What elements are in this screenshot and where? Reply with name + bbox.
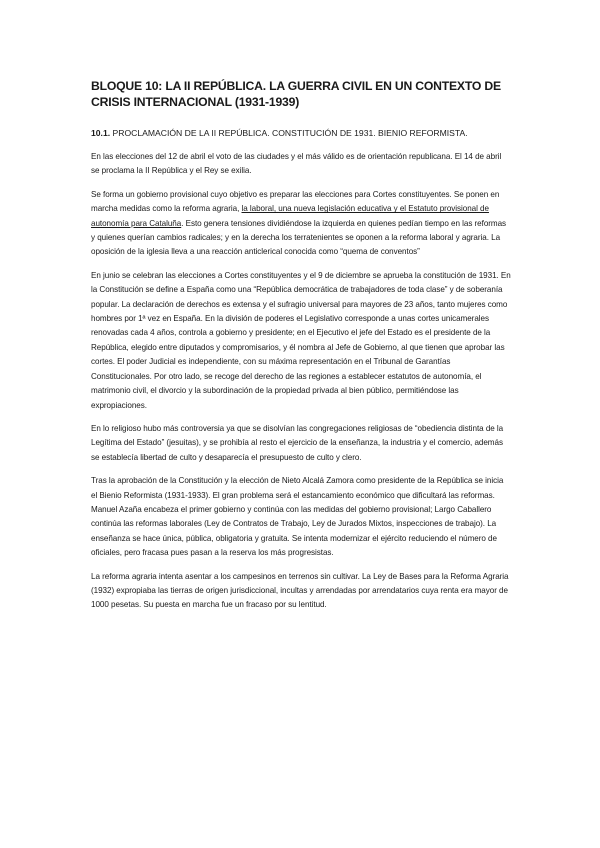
section-title: PROCLAMACIÓN DE LA II REPÚBLICA. CONSTITUCIÓN DE 1931. BIENIO REFORMISTA.	[112, 128, 468, 138]
paragraph-3: En junio se celebran las elecciones a Cortes constituyentes y el 9 de diciembre se aprueba la constitución de 1931. En la Constitución se define a España como una “República democrática de trabajadores de toda clase” y de soberanía popular. La declaración de derechos es extensa y el sufragio universal para mayores de 23 años, tanto mujeres como hombres por 1ª vez en España. En la división de poderes el Legislativo corresponde a unas cortes unicamerales renovadas cada 4 años, controla a gobierno y presidente; en el Ejecutivo el jefe del Estado es el presidente de la República, elegido entre diputados y compromisarios, y él nombra al Jefe de Gobierno, al que tienen que aprobar las cortes. El poder Judicial es independiente, con su máxima representación en el Tribunal de Garantías Constitucionales. Por otro lado, se recoge del derecho de las regiones a establecer estatutos de autonomía, el matrimonio civil, el divorcio y la subordinación de la propiedad privada al bien público, permitiéndose las expropiaciones.	[91, 270, 511, 410]
paragraph-6: La reforma agraria intenta asentar a los campesinos en terrenos sin cultivar. La Ley de Bases para la Reforma Agraria (1932) expropiaba las tierras de origen jurisdiccional, incultas y arrendadas por arrendatarios cuya renta era mayor de 1000 pesetas. Su puesta en marcha fue un fracaso por su lentitud.	[91, 571, 509, 610]
paragraph-2-part-a: Se forma un gobierno provisional cuyo objetivo es preparar las elecciones para Cortes constituyentes. Se ponen en marcha medidas como la reforma agraria,	[91, 189, 500, 214]
paragraph-1: En las elecciones del 12 de abril el voto de las ciudades y el más válido es de orientación republicana. El 14 de abril se proclama la II República y el Rey se exilia.	[91, 152, 502, 176]
paragraph-5: Tras la aprobación de la Constitución y la elección de Nieto Alcalá Zamora como presidente de la República se inicia el Bienio Reformista (1931-1933). El gran problema será el estancamiento económico que dificultará las reformas. Manuel Azaña encabeza el primer gobierno y continúa con las medidas del gobierno provisional; Largo Caballero continúa las reformas laborales (Ley de Contratos de Trabajo, Ley de Jurados Mixtos, inspecciones de trabajo). La enseñanza se hace única, pública, obligatoria y gratuita. Se intenta modernizar el ejército reduciendo el número de oficiales, pero fracasa pues pasan a la reserva los más progresistas.	[91, 476, 504, 558]
paragraph-2	[91, 188, 511, 260]
page-title: BLOQUE 10: LA II REPÚBLICA. LA GUERRA CIVIL EN UN CONTEXTO DE CRISIS INTERNACIONAL (1931-1939)	[91, 79, 501, 109]
paragraph-2-underlined: la laboral, una nueva legislación educativa y el Estatuto provisional de autonomía para Cataluña	[91, 204, 489, 228]
section-heading	[91, 127, 511, 139]
section-number: 10.1.	[91, 128, 111, 138]
paragraph-2-part-b: . Esto genera tensiones dividiéndose la izquierda en quienes pedían tiempo en las reformas y quienes querían cambios radicales; y en la derecha los terratenientes se oponen a la reforma laboral y agraria. La oposición de la iglesia lleva a una reacción anticlerical conocida como “quema de conventos”	[91, 218, 507, 257]
paragraph-4: En lo religioso hubo más controversia ya que se disolvían las congregaciones religiosas de “obediencia distinta de la Legítima del Estado” (jesuitas), y se prohibía al resto el ejercicio de la enseñanza, la industria y el comercio, además se establecía libertad de culto y desaparecía el presupuesto de culto y clero.	[91, 423, 504, 462]
document-content	[91, 78, 511, 622]
